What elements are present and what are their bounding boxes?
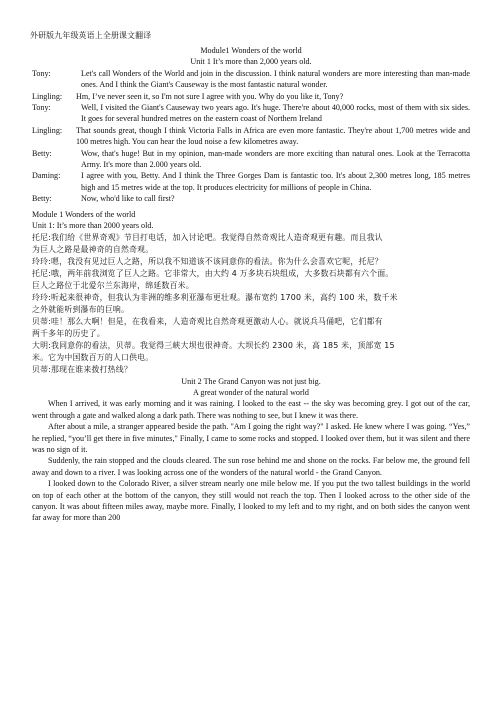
speaker: Tony: bbox=[32, 103, 51, 113]
dialogue-line bbox=[32, 102, 470, 125]
dialogue-text: Let's call Wonders of the World and join in the discussion. I think natural wonders are more interesting than man-made ones. And I think the Giant's Causeway is the most fantastic natural wonder. bbox=[81, 68, 470, 90]
translation-line: 托尼:我们给《世界奇观》节目打电话，加入讨论吧。我觉得自然奇观比人造奇观更有趣。而且我认 bbox=[32, 232, 383, 242]
dialogue-text: Now, who'd like to call first? bbox=[81, 194, 175, 204]
dialogue-text: I agree with you, Betty. And I think the Three Gorges Dam is fantastic too. It's about 2,300 metres long, 185 metres high and 15 metres wide at the top. It produces electricity for millions of people in China. bbox=[81, 171, 470, 192]
translation-line: 两千多年的历史了。 bbox=[32, 328, 105, 338]
dialogue-text: Hm, I’ve never seen it, so I'm not sure I agree with you. Why do you like it, Tony? bbox=[76, 91, 344, 101]
unit2-subtitle: A great wonder of the natural world bbox=[193, 387, 309, 397]
speaker: Betty: bbox=[32, 194, 52, 204]
translation-module-title: Module 1 Wonders of the world bbox=[32, 209, 136, 219]
speaker: Lingling: bbox=[32, 125, 63, 135]
translation-line: 米。它为中国数百万的人口供电。 bbox=[32, 352, 154, 362]
dialogue bbox=[32, 68, 470, 205]
unit1-title: Unit 1 It’s more than 2,000 years old. bbox=[190, 57, 312, 67]
speaker: Lingling: bbox=[32, 91, 63, 101]
dialogue-text: That sounds great, though I think Victoria Falls in Africa are even more fantastic. They're about 1,700 metres wide and 100 metres high. You can hear the loud noise a few kilometres away. bbox=[76, 125, 470, 147]
translation-line: 巨人之路位于北爱尔兰东海岸，绵延数百米。 bbox=[32, 280, 194, 290]
speaker: Tony: bbox=[32, 68, 51, 78]
dialogue-line bbox=[32, 91, 470, 102]
translation-line: 托尼:哦，两年前我浏览了巨人之路。它非常大，由大约 4 万多块石块组成，大多数石块都有六个面。 bbox=[32, 268, 394, 278]
translation-line: 玲玲:听起来很神奇，但我认为非洲的维多利亚瀑布更壮观。瀑布宽约 1700 米，高约 100 米，数千米 bbox=[32, 292, 398, 302]
speaker: Daming: bbox=[32, 171, 61, 181]
unit2-title: Unit 2 The Grand Canyon was not just big. bbox=[181, 376, 321, 386]
dialogue-line bbox=[32, 68, 470, 91]
document-page bbox=[32, 30, 470, 524]
translation-line: 玲玲:嗯，我没有见过巨人之路，所以我不知道该不该同意你的看法。你为什么会喜欢它呢，托尼？ bbox=[32, 256, 383, 266]
reading-paragraph: When I arrived, it was early morning and it was raining. I looked to the east -- the sky was becoming grey. I got out of the car, went through a gate and walked along a dark path. There was nothing to see, but I knew it was there. bbox=[32, 399, 470, 420]
translation-line: 贝蒂:那现在谁来拨打热线？ bbox=[32, 364, 132, 374]
reading-paragraph: I looked down to the Colorado River, a silver stream nearly one mile below me. If you put the two tallest buildings in the world on top of each other at the bottom of the canyon, they still would not reach the top. Then I looked across to the other side of the canyon. It was about fifteen miles away, maybe more. Finally, I looked to my left and to my right, and on both sides the canyon went far away for more than 200 bbox=[32, 479, 470, 523]
translation-block bbox=[32, 232, 470, 376]
reading-paragraph: After about a mile, a stranger appeared beside the path. "Am I going the right way?" I asked. He knew where I was going. “Yes,” he replied, “you’ll get there in five minutes," Finally, I came to some rocks and stopped. I looked over them, but it was silent and there was no sign of it. bbox=[32, 422, 470, 454]
translation-unit-title: Unit 1: It’s more than 2000 years old. bbox=[32, 221, 154, 231]
speaker: Betty: bbox=[32, 148, 52, 158]
translation-line: 大明:我同意你的看法，贝蒂。我觉得三峡大坝也很神奇。大坝长约 2300 米，高 185 米，顶部宽 15 bbox=[32, 340, 395, 350]
dialogue-line bbox=[32, 148, 470, 171]
dialogue-line bbox=[32, 193, 470, 204]
dialogue-line bbox=[32, 170, 470, 193]
dialogue-line bbox=[32, 125, 470, 148]
dialogue-text: Well, I visited the Giant's Causeway two years ago. It's huge. There're about 40,000 rocks, most of them with six sides. It goes for several hundred metres on the eastern coast of Northern Ireland bbox=[81, 103, 470, 124]
document-title: 外研版九年级英语上全册课文翻译 bbox=[30, 31, 152, 40]
translation-line: 为巨人之路是最神奇的自然奇观。 bbox=[32, 244, 154, 254]
dialogue-text: Wow, that's huge! But in my opinion, man-made wonders are more exciting than natural ones. Look at the Terracotta Army. It's more than 2.000 years old. bbox=[81, 148, 470, 170]
reading-paragraph: Suddenly, the rain stopped and the clouds cleared. The sun rose behind me and shone on the rocks. Far below me, the ground fell away and down to a river. I was looking across one of the wonders of the natural world - the Grand Canyon. bbox=[32, 456, 470, 477]
translation-line: 贝蒂:哇！那么大啊！但是，在我看来，人造奇观比自然奇观更激动人心。就说兵马俑吧，它们都有 bbox=[32, 316, 383, 326]
translation-line: 之外就能听到瀑布的巨响。 bbox=[32, 304, 130, 314]
module-title: Module1 Wonders of the world bbox=[200, 46, 302, 55]
